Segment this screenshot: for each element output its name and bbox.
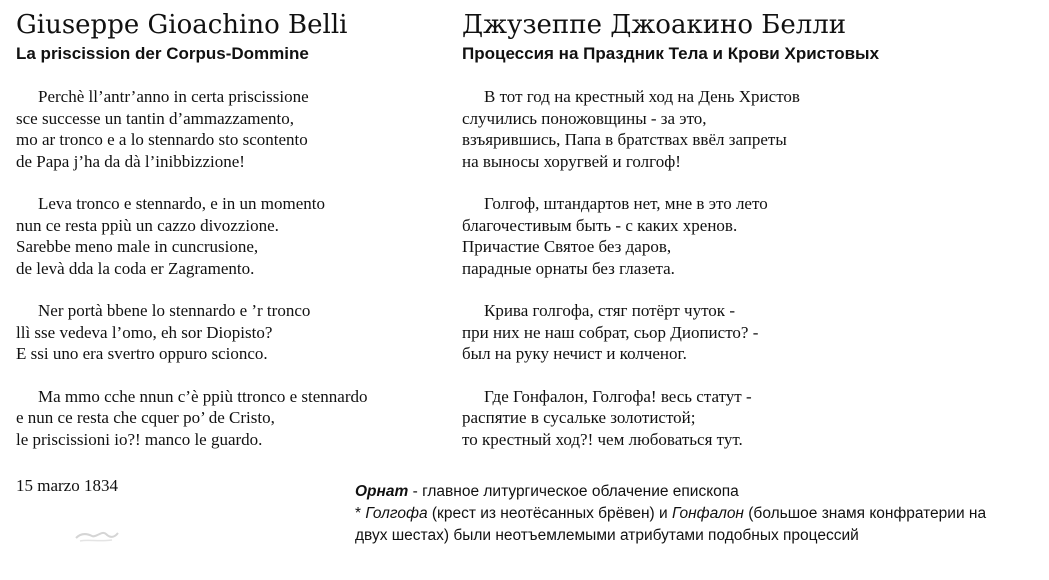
footnote-text: (большое знамя конфратерии на двух шестах) были неотъемлемыми атрибутами подобных процессий [355,505,987,544]
poem-line: на выносы хоругвей и голгоф! [462,151,681,171]
poem-body-italian [16,86,446,450]
poem-line: Ner portà bbene lo stennardo e ’r tronco [38,301,311,320]
poem-line: Голгоф, штандартов нет, мне в это лето [484,194,768,213]
stanza [16,193,446,279]
stanza [462,386,1042,451]
footnote-term: Гонфалон [671,505,744,522]
poem-line: благочестивым быть - с каких хренов. [462,215,738,235]
poem-line: le priscissioni io?! manco le guardo. [16,429,263,449]
poem-line: E ssi uno era svertro oppuro scionco. [16,344,268,363]
poem-line: e nun ce resta che cquer po’ de Cristo, [16,408,275,427]
italian-column [16,0,446,471]
russian-column [462,0,1042,471]
poem-line: Leva tronco e stennardo, e in un momento [38,194,326,213]
poem-line: Perchè ll’antr’anno in certa priscissione [38,87,309,106]
poem-line: взъярившись, Папа в братствах ввёл запреты [462,130,787,149]
poem-line: sce successe un tantin d’ammazzamento, [16,108,295,128]
footnote-ornat [355,481,995,503]
stanza [16,86,446,172]
stanza [16,386,446,451]
poem-line: распятие в сусальке золотистой; [462,408,696,427]
poem-line: Крива голгофа, стяг потёрт чуток - [484,301,735,320]
footnote-golgotha [355,503,995,547]
poem-line: был на руку нечист и колченог. [462,344,687,363]
stanza [16,300,446,365]
footnotes [355,481,995,547]
poem-line: de Papa j’ha da dà l’inibbizzione! [16,151,245,171]
poem-line: случились поножовщины - за это, [462,108,707,128]
poem-line: Причастие Святое без даров, [462,237,672,256]
poem-line: парадные орнаты без глазета. [462,258,675,278]
footnote-marker: * [355,505,366,522]
poem-date: 15 marzo 1834 [16,476,118,495]
stanza [462,193,1042,279]
poem-line: nun ce resta ppiù un cazzo divozzione. [16,215,279,235]
signature-mark [72,522,122,546]
poem-line: Ma mmo cche nnun c’è ppiù ttronco e stennardo [38,386,368,406]
stanza [462,86,1042,172]
author-name-italian: Giuseppe Gioachino Belli [16,10,348,40]
poem-line: de levà dda la coda er Zagramento. [16,258,255,278]
poem-line: Где Гонфалон, Голгофа! весь статут - [484,386,752,406]
poem-line: то крестный ход?! чем любоваться тут. [462,429,743,449]
author-name-russian: Джузеппе Джоакино Белли [462,10,847,40]
poem-line: В тот год на крестный ход на День Христов [484,87,800,106]
poem-title-italian: La priscission der Corpus-Dommine [16,44,309,63]
poem-line: при них не наш собрат, сьор Диописто? - [462,322,759,342]
stanza [462,300,1042,365]
poem-line: mo ar tronco e a lo stennardo sto scontento [16,130,308,149]
poem-body-russian [462,86,1042,450]
poem-line: Sarebbe meno male in cuncrusione, [16,237,259,256]
poem-title-russian: Процессия на Праздник Тела и Крови Христовых [462,44,880,63]
footnote-text: (крест из неотёсанных брёвен) и [427,505,672,522]
footnote-term: Голгофа [365,505,428,522]
footnote-text: - главное литургическое облачение епископа [408,483,739,500]
footnote-term: Орнат [355,483,409,500]
poem-line: llì sse vedeva l’omo, eh sor Diopisto? [16,322,273,342]
